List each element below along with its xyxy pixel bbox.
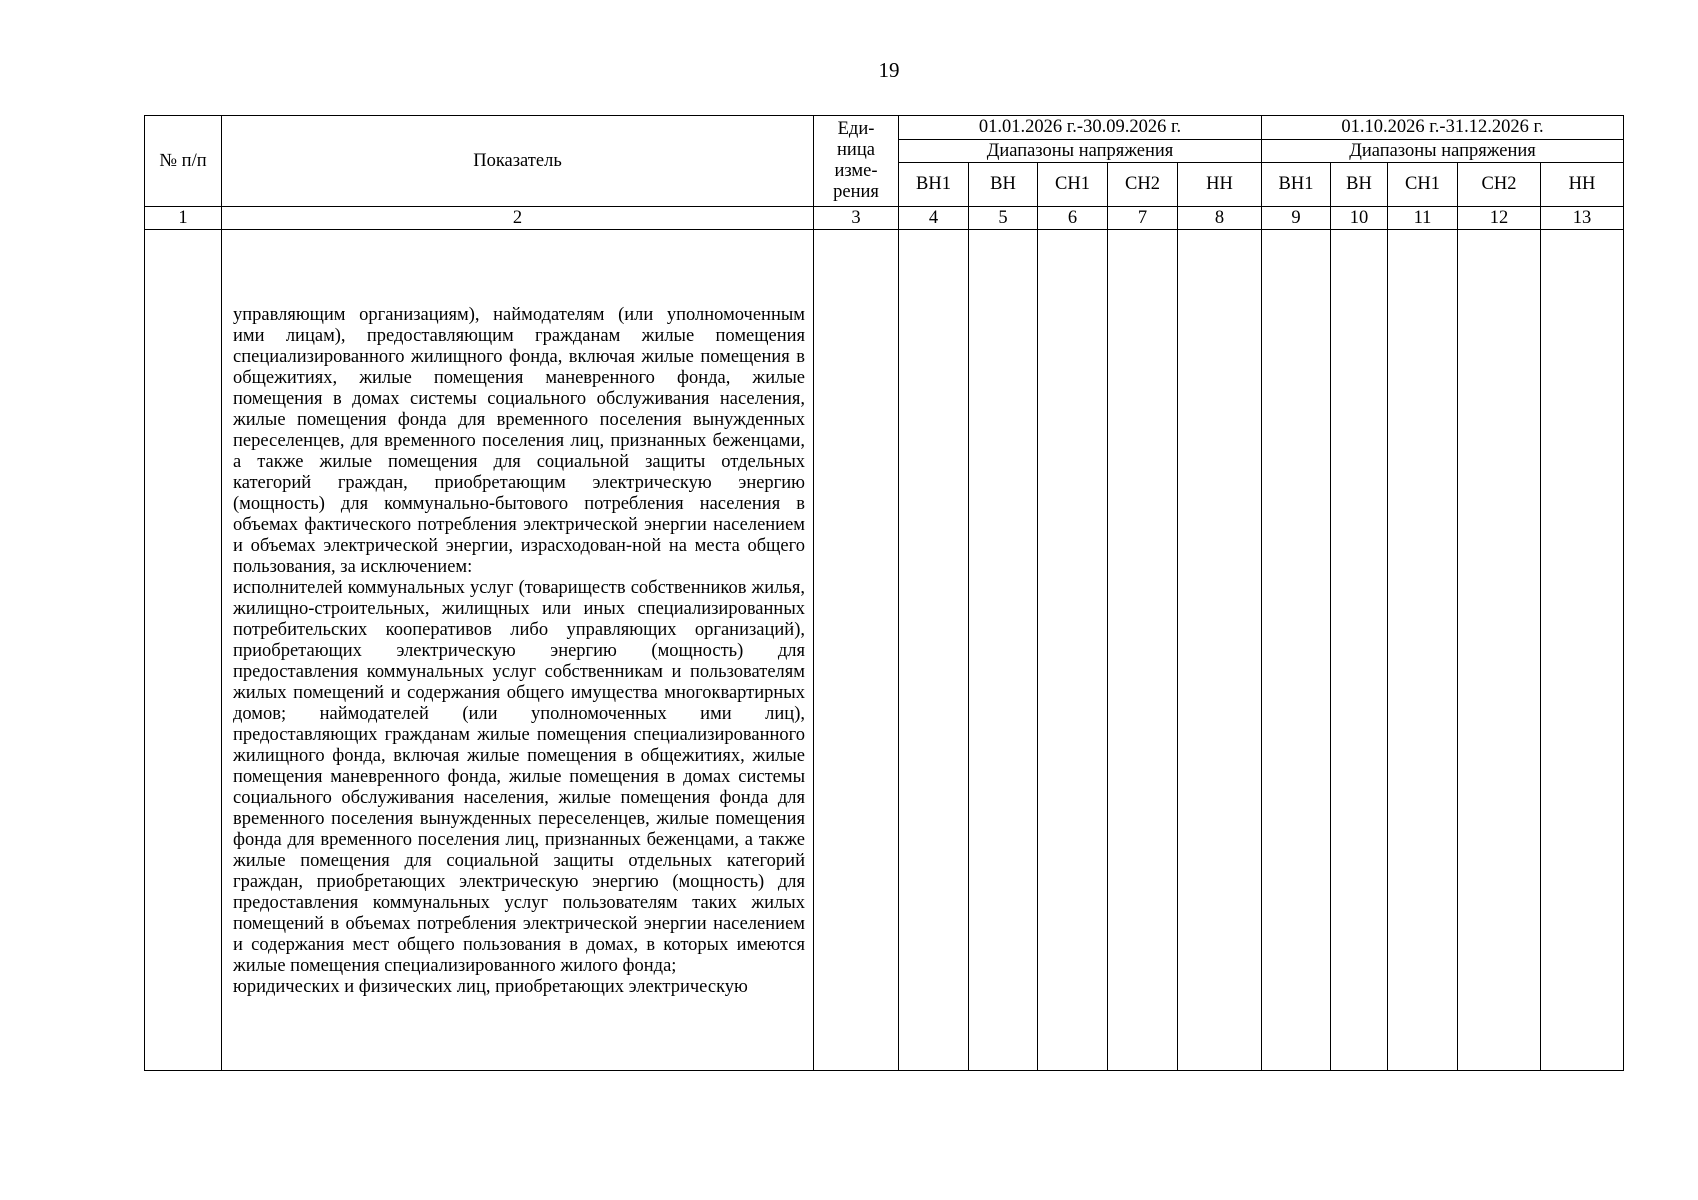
value-cell <box>1388 230 1458 1071</box>
column-number: 12 <box>1458 207 1541 230</box>
value-cell <box>1178 230 1262 1071</box>
tariff-table <box>144 115 1624 1071</box>
header-voltage-label-2: Диапазоны напряжения <box>1262 140 1624 163</box>
column-number: 1 <box>145 207 222 230</box>
column-number: 4 <box>899 207 969 230</box>
value-cell <box>969 230 1038 1071</box>
voltage-col-vn: ВН <box>1331 163 1388 207</box>
voltage-col-sn1: СН1 <box>1038 163 1108 207</box>
header-indicator: Показатель <box>222 116 814 207</box>
unit-cell <box>814 230 899 1071</box>
column-number: 8 <box>1178 207 1262 230</box>
voltage-col-nn: НН <box>1541 163 1624 207</box>
voltage-col-vn: ВН <box>969 163 1038 207</box>
column-number: 3 <box>814 207 899 230</box>
header-voltage-label-1: Диапазоны напряжения <box>899 140 1262 163</box>
value-cell <box>1038 230 1108 1071</box>
value-cell <box>1458 230 1541 1071</box>
indicator-paragraph: управляющим организациям), наймодателям (или уполномоченным ими лицам), предоставляющим гражданам жилые помещения специализированного жилищного фонда, включая жилые помещения в общежитиях, жилые помещения маневренного фонда, жилые помещения в домах системы социального обслуживания населения, жилые помещения фонда для временного поселения вынужденных переселенцев, для временного поселения лиц, признанных беженцами, а также жилые помещения для социальной защиты отдельных категорий граждан, приобретающим электрическую энергию (мощность) для коммунально-бытового потребления населения в объемах фактического потребления электрической энергии населением и объемах электрической энергии, израсходован-ной на места общего пользования, за исключением: <box>233 304 805 577</box>
voltage-col-sn2: СН2 <box>1108 163 1178 207</box>
column-number: 7 <box>1108 207 1178 230</box>
voltage-col-sn2: СН2 <box>1458 163 1541 207</box>
row-number-cell <box>145 230 222 1071</box>
value-cell <box>1331 230 1388 1071</box>
column-number: 13 <box>1541 207 1624 230</box>
header-period-1: 01.01.2026 г.-30.09.2026 г. <box>899 116 1262 140</box>
voltage-col-vn1: ВН1 <box>899 163 969 207</box>
indicator-paragraph: юридических и физических лиц, приобретающих электрическую <box>233 976 748 997</box>
header-unit: Еди- ница изме- рения <box>814 116 899 207</box>
column-number: 10 <box>1331 207 1388 230</box>
value-cell <box>1108 230 1178 1071</box>
header-period-2: 01.10.2026 г.-31.12.2026 г. <box>1262 116 1624 140</box>
column-number: 5 <box>969 207 1038 230</box>
column-number: 11 <box>1388 207 1458 230</box>
value-cell <box>899 230 969 1071</box>
voltage-col-nn: НН <box>1178 163 1262 207</box>
column-number: 9 <box>1262 207 1331 230</box>
value-cell <box>1262 230 1331 1071</box>
value-cell <box>1541 230 1624 1071</box>
header-num: № п/п <box>145 116 222 207</box>
indicator-paragraph: исполнителей коммунальных услуг (товариществ собственников жилья, жилищно-строительных, жилищных или иных специализированных потребительских кооперативов либо управляющих организаций), приобретающих электрическую энергию (мощность) для предоставления коммунальных услуг собственникам и пользователям жилых помещений и содержания общего имущества многоквартирных домов; наймодателей (или уполномоченных ими лиц), предоставляющих гражданам жилые помещения специализированного жилищного фонда, включая жилые помещения в общежитиях, жилые помещения маневренного фонда, жилые помещения в домах системы социального обслуживания населения, жилые помещения фонда для временного поселения вынужденных переселенцев, жилые помещения фонда для временного поселения лиц, признанных беженцами, а также жилые помещения для социальной защиты отдельных категорий граждан, приобретающих электрическую энергию (мощность) для предоставления коммунальных услуг пользователям таких жилых помещений в объемах потребления электрической энергии населением и содержания мест общего пользования в домах, в которых имеются жилые помещения специализированного жилого фонда; <box>233 577 805 976</box>
column-number: 2 <box>222 207 814 230</box>
voltage-col-vn1: ВН1 <box>1262 163 1331 207</box>
page-number: 19 <box>878 58 900 82</box>
column-number: 6 <box>1038 207 1108 230</box>
indicator-text-cell <box>222 230 814 1071</box>
voltage-col-sn1: СН1 <box>1388 163 1458 207</box>
